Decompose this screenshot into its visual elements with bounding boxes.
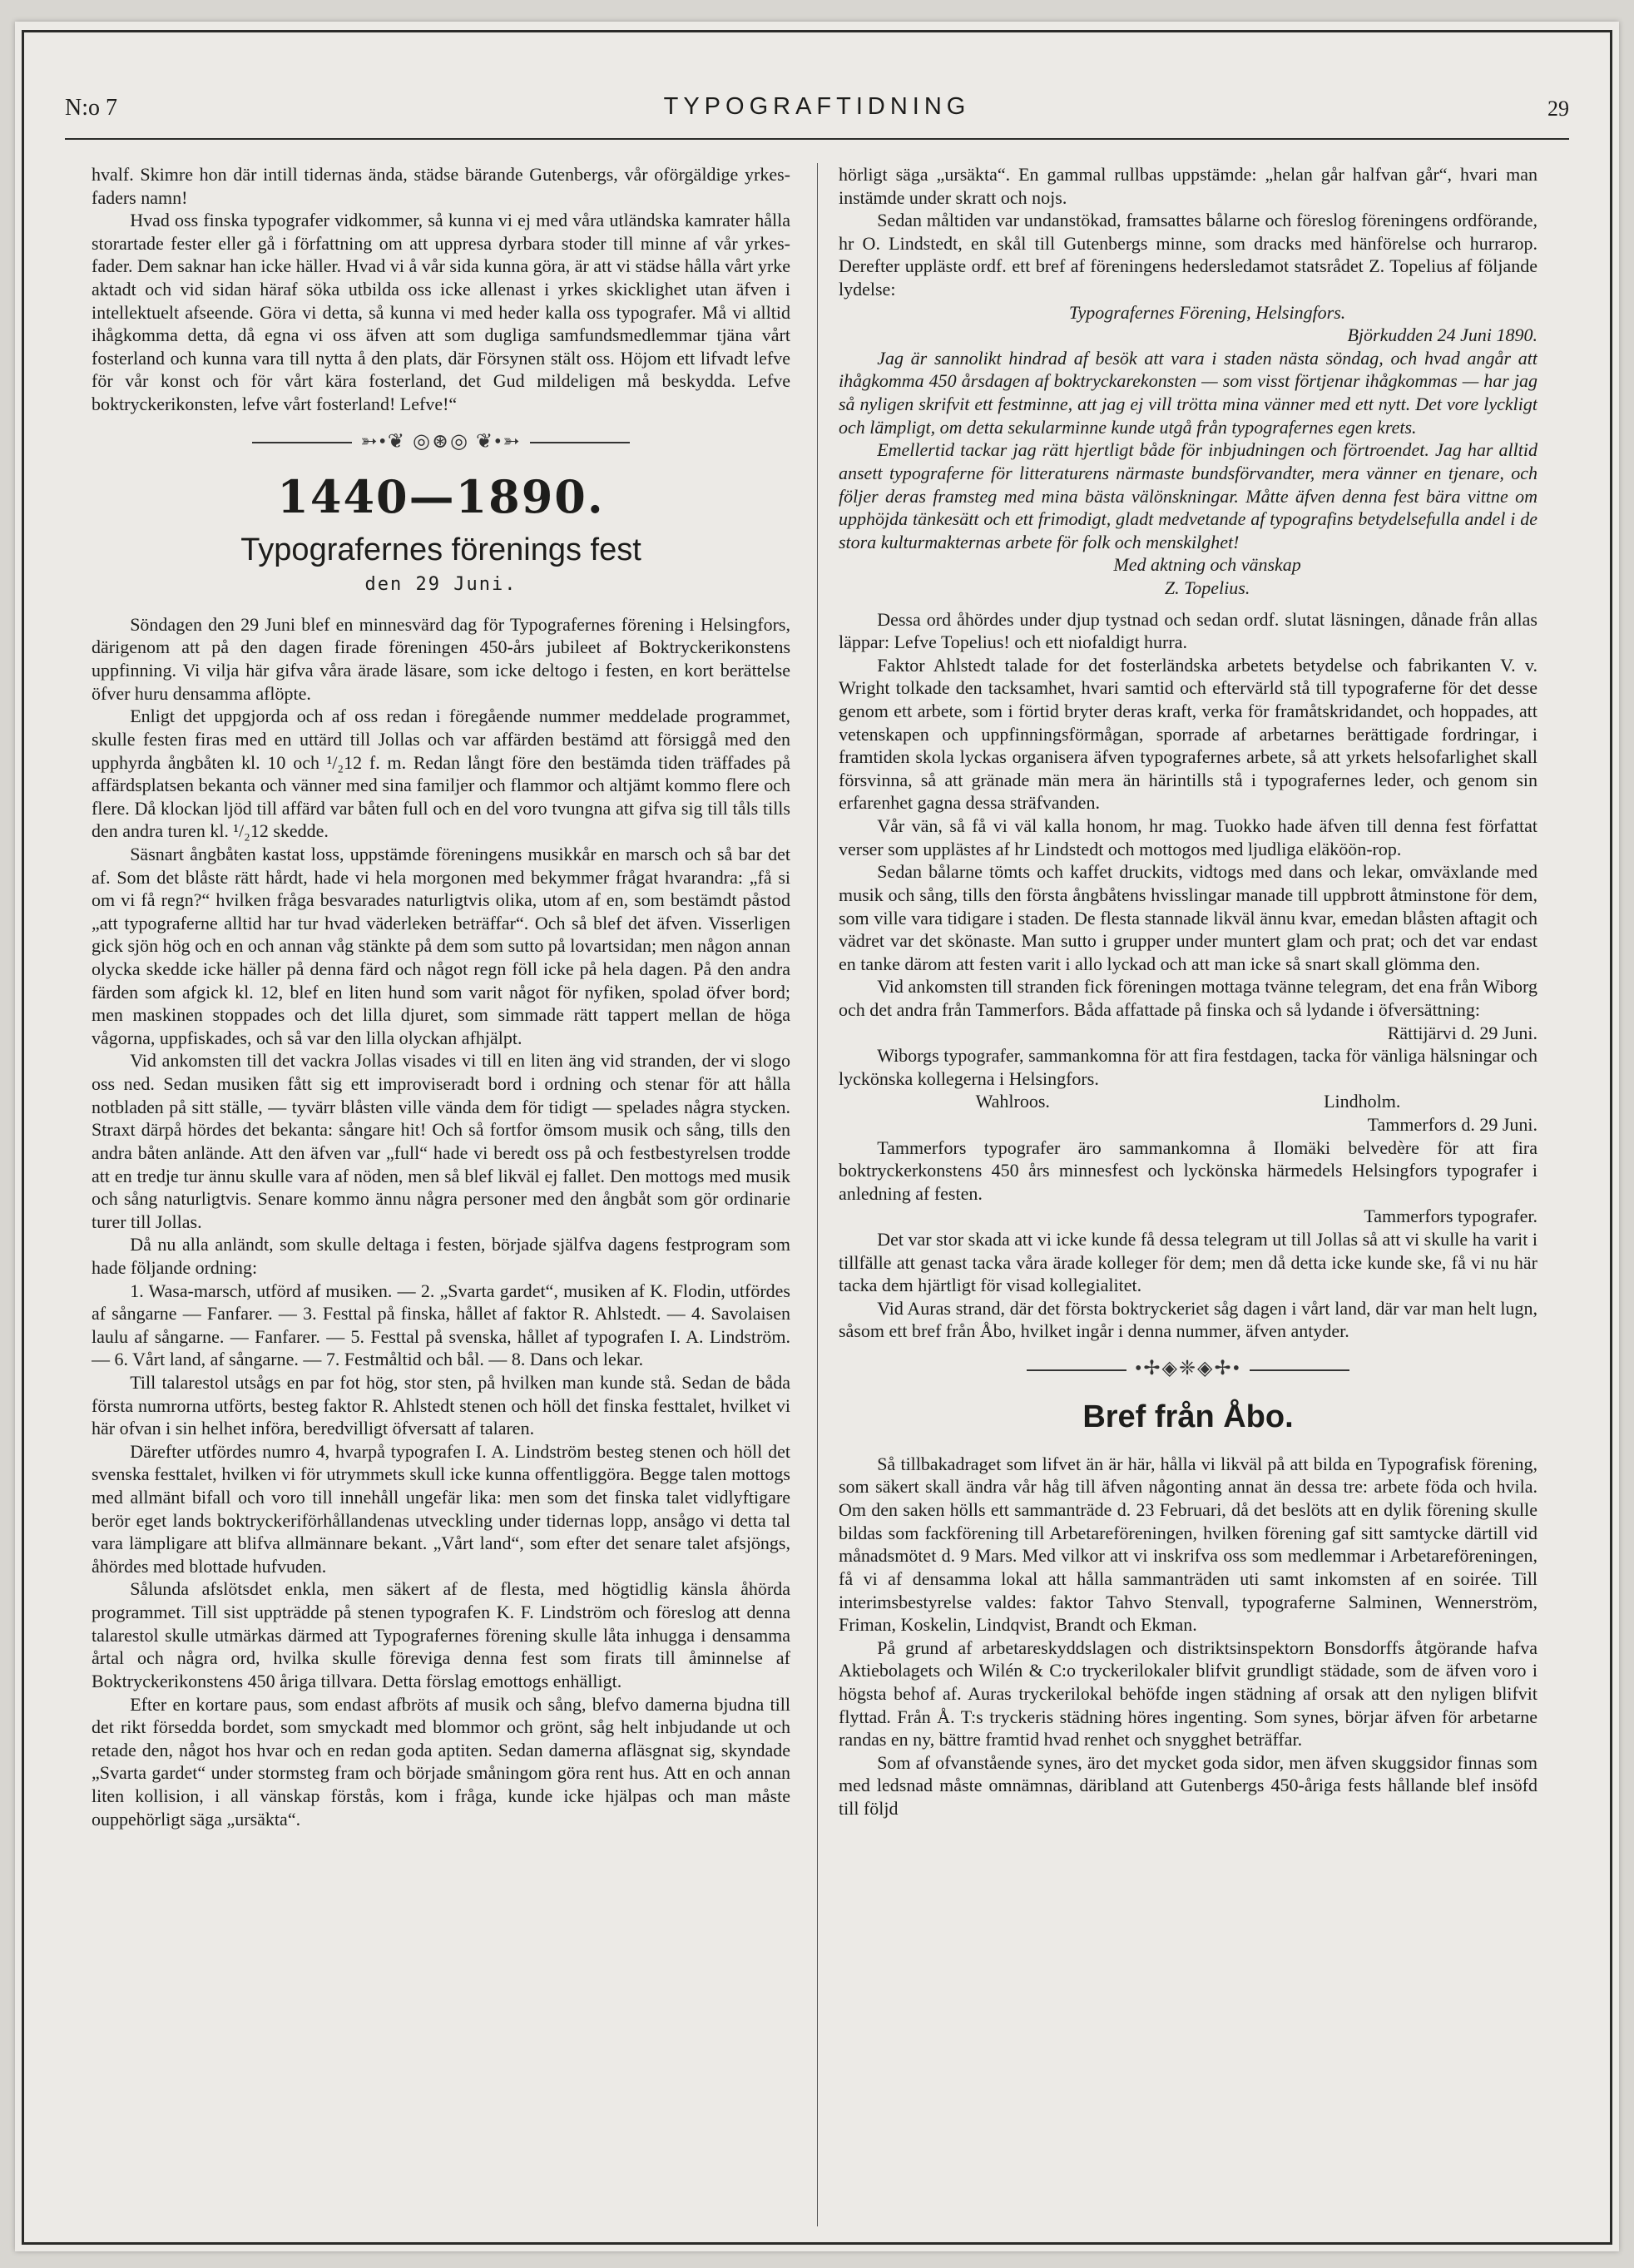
issue-number: N:o 7 [65, 95, 117, 121]
left-column [92, 163, 790, 2235]
paragraph: Det var stor skada att vi icke kunde få dessa telegram ut till Jollas så att vi skulle ha varit i tillfälle att genast tacka våra ärade kolleger för dem; men då detta icke kunde ske, få vi nu här tacka dem hjärtligt för visad kollegialitet. [839, 1229, 1537, 1296]
programme-list: 1. Wasa-marsch, utförd af musiken. — 2. „Svarta gardet“, musiken af K. Flodin, utfördes af sångarne — Fanfarer. — 3. Festtal på finska, hållet af faktor R. Ahlstedt. — 4. Savolaisen laulu af sångarne. — Fanfarer. — 5. Festtal på svenska, hållet af typografen I. A. Lindström. — 6. Vårt land, af sångarne. — 7. Festmåltid och bål. — 8. Dans och lekar. [92, 1280, 790, 1370]
right-column [839, 163, 1537, 2235]
paragraph: hörligt säga „ursäkta“. En gammal rullbas uppstämde: „helan går halfvan går“, hvari man instämde under skratt och nojs. [839, 164, 1537, 208]
paragraph: Vår vän, så få vi väl kalla honom, hr mag. Tuokko hade äfven till denna fest författat verser som upplästes af hr Lindstedt och mottogos med ljudliga eläköön-rop. [839, 815, 1537, 859]
paragraph: Som af ofvanstående synes, äro det mycket goda sidor, men äfven skuggsidor finnas som med ledsnad måste omnämnas, däribland att Gutenbergs 450-åriga fests hållande blef insöfd till följd [839, 1751, 1537, 1820]
paragraph: Till talarestol utsågs en par fot hög, stor sten, på hvilken man kunde stå. Sedan de båda första numrorna utförts, besteg faktor R. Ahlstedt stenen och höll det finska festtalet, hvilket vi här ofvan i sin helhet införa, beredvilligt öfversatt af talaren. [92, 1371, 790, 1439]
telegram-signature: Wahlroos. [975, 1091, 1050, 1112]
paragraph: Faktor Ahlstedt talade for det fosterländska arbetets betydelse och fabrikanten V. v. Wright tolkade den tacksamhet, hvari samtid och eftervärld stå till typograferne för det desse genom ett arbete, som i förtid bryter deras kraft, verka för framåtskridandet, och hoppades, att vetenskapen och uppfinningsförmågan, sporrade af arbetarnes berättigade fordringar, i framtiden skola lyckas organisera äfven typografernes arbete, så att yrkets helsofarlighet skall försvinna, så att gränade män mera än härintills stå i typografernes leder, och genom sin erfarenhet gagna dessa sträfvanden. [839, 654, 1537, 814]
paragraph: På grund af arbetareskyddslagen och distriktsinspektorn Bonsdorffs åtgörande hafva Aktiebolagets och Wilén & C:o tryckerilokaler blifvit grundligt städade, som de äfven voro i högsta behof af. Auras tryckerilokal behöfde ingen städning af orsak att den nyligen blifvit flyttad. Från Å. T:s tryckeris städning höres ingenting. Som synes, börjar äfven för arbetarne randas en ny, bättre framtid hvad renhet och snygghet beträffar. [839, 1637, 1537, 1751]
telegram-text: Tammerfors typografer äro sammankomna å Ilomäki belvedère för att fira boktryckerkonstens 450 års minnesfest och lyckönska härmedels Helsingfors typografer i anledning af festen. [839, 1136, 1537, 1204]
paragraph: Därefter utfördes numro 4, hvarpå typografen I. A. Lindström besteg stenen och höll det svenska festtalet, hvilken vi för utrymmets skull icke kunna offentliggöra. Begge talen mottogs med allmänt bifall och voro till innehåll ungefär lika: men som det finska talet vidlyftigare berör eget lands boktryckeriförhållandenas utveckling under tidernas lopp, ansågo vi detta tal vara lämpligare att blifva allmännare bekant. „Vårt land“, som efter det senare talet afsjöngs, åhördes med blottade hufvuden. [92, 1440, 790, 1577]
column-divider [817, 163, 818, 2226]
paragraph: Hvad oss finska typografer vidkommer, så kunna vi ej med våra utländska kamrater hålla storartade fester eller gå i författning om att uppresa dyrbara stoder till minne af vår yrkes-fader. Dem saknar han icke häller. Hvad vi å vår sida kunna göra, är att vi städse hålla vårt yrke aktadt och vid sidan häraf söka utbilda oss icke allenast i yrkes skicklighet utan äfven i intellektuelt afseende. Göra vi detta, så kunna vi med heder kalla oss typografer. Må vi alltid ihågkomma detta, då egna vi oss äfven att som dugliga samfundsmedlemmar tjäna vårt fosterland och kunna vara till nytta å den plats, där Försynen stält oss. Höjom ett lifvadt lefve för vår konst och för vårt kära fosterland, det Gud mildeligen må beskydda. Lefve boktryckerikonsten, lefve vårt fosterland! Lefve!“ [92, 210, 790, 415]
letter-place-date: Björkudden 24 Juni 1890. [1347, 324, 1537, 346]
topelius-letter [839, 301, 1537, 600]
section-title: Bref från Åbo. [1082, 1399, 1294, 1435]
paragraph: Sedan måltiden var undanstökad, framsattes bålarne och föreslog föreningens ordförande, hr O. Lindstedt, en skål till Gutenbergs minne, som dracks med hänförelse och hurrarop. Derefter upplästе ordf. ett bref af föreningens hedersledamot statsrådet Z. Topelius af följande lydelse: [839, 210, 1537, 300]
ornament-divider: ➳•❦ ◎⊛◎ ❦•➳ [92, 429, 790, 454]
telegram-signatures [839, 1090, 1537, 1113]
page-header [65, 70, 1569, 120]
newspaper-page [15, 22, 1619, 2251]
paragraph: Vid Auras strand, där det första boktryckeriet såg dagen i vårt land, där var man helt lugn, såsom ett bref från Åbo, hvilket ingår i denna nummer, äfven antyder. [839, 1297, 1537, 1342]
paragraph: Då nu alla anländt, som skulle deltaga i festen, började själfva dagens festprogram som hade följande ordning: [92, 1234, 790, 1278]
letter-signature: Z. Topelius. [1164, 577, 1250, 598]
year-heading: 1440—1890. [277, 469, 605, 523]
telegram-signature: Tammerfors typografer. [1364, 1206, 1537, 1227]
telegram-text: Wiborgs typografer, sammankomna för att fira festdagen, tacka för vänliga hälsningar och lyckönska kollegerna i Helsingfors. [839, 1045, 1537, 1089]
letter-addressee: Typografernes Förening, Helsingfors. [1068, 301, 1346, 323]
paragraph: Efter en kortare paus, som endast afbröts af musik och sång, blefvo damerna bjudna till det rikt försedda bordet, som smyckadt med blommor och grönt, såg helt inbjudande ut och retade den, något hos hvar och en redan goda aptiten. Sedan damerna afläsgnat sig, skyndade „Svarta gardet“ under stormsteg fram och började småningom göra rent hus. Att en och annan liten kollision, i all vänskap förstås, kom i fråga, kunde icke hjälpas och man måste ouppehörligt säga „ursäkta“. [92, 1693, 790, 1830]
paragraph: hvalf. Skimre hon där intill tidernas ända, städse bärande Gutenbergs, vår oförgäldige yrkes-faders namn! [92, 164, 790, 208]
telegram-place-date: Rättijärvi d. 29 Juni. [1387, 1022, 1537, 1043]
telegram-place-date: Tammerfors d. 29 Juni. [1367, 1113, 1537, 1135]
paragraph: Söndagen den 29 Juni blef en minnesvärd dag för Typografernes förening i Helsingfors, därigenom att på den dagen firade föreningen 450-års jubileet af Boktryckerikonstens uppfinning. Vi vilja här gifva våra ärade läsare, som icke deltogo i festen, en kort berättelse öfver huru densamma aflöpte. [92, 613, 790, 704]
telegram-signature: Lindholm. [1324, 1091, 1401, 1112]
paragraph: Vid ankomsten till det vackra Jollas visades vi till en liten äng vid stranden, der vi slogo oss ned. Sedan musiken fått sig ett improviseradt bord i ordning och stenar för att hålla notbladen på sitt ställe, — tyvärr blåsten ville vända dem för tidigt — spelades några stycken. Straxt därpå hördes det bekanta: sångare hit! Och så fortfor ömsom musik och sång, tills den andra båten anlände. Att den äfven var „full“ hade vi beredt oss på och festbestyrelsen trodde att en tredje tur ännu skulle vara af nöden, men så blef likväl ej fallet. Den mottogs med musik och sång naturligtvis. Senare kommo ännu några personer med den ångbåt som gör ordinarie turer till Jollas. [92, 1050, 790, 1232]
paragraph: Sedan bålarne tömts och kaffet druckits, vidtogs med dans och lekar, omväxlande med musik och sång, tills den första ångbåtens hvisslingar manade till uppbrott åtminstone för dem, som ville vara tidigare i staden. De flesta stannade likväl ännu kvar, emedan blåsten aftagit och vädret var det skönaste. Man sutto i grupper under muntert glam och prat; och det var endast en tanke därom att festen varit i allo lyckad och att man icke så snart skall glömma den. [839, 861, 1537, 974]
paragraph: Vid ankomsten till stranden fick föreningen mottaga tvänne telegram, det ena från Wiborg och det andra från Tammerfors. Båda affattade på finska och så lydande i öfversättning: [839, 976, 1537, 1020]
publication-title: TYPOGRAFTIDNING [663, 93, 971, 120]
ornament-divider: •✢◈❈◈✢• [839, 1356, 1537, 1381]
paragraph: Enligt det uppgjorda och af oss redan i föregående nummer meddelade programmet, skulle festen firas med en uttärd till Jollas och var affärden bestämd att försiggå med den upphyrda ångbåten kl. 10 och ¹/₂12 f. m. Redan långt före den bestämda tiden träffades på affärdsplatsen bekanta och vänner med sina familjer och flammor och altjämt kommo flere och flere. Då klockan ljöd till affärd var båten full och en del voro tvungna att gifva sig till tåls tills den andra turen kl. ¹/₂12 skedde. [92, 706, 790, 842]
paragraph: Så tillbakadraget som lifvet än är här, hålla vi likväl på att bilda en Typografisk förening, som säkert skall ändra vår håg till äfven någonting annat än dessa tre: arbete föda och hvila. Om den saken hölls ett sammanträde d. 23 Februari, då det beslöts att en dylik förening skulle bildas som fackförening till Arbetareföreningen, hvilken förening gaf sitt samtycke därtill vid månadsmötet d. 9 Mars. Med vilkor att vi inskrifva oss som medlemmar i Arbetareföreningen, få vi af densamma lokal att hålla sammanträden uti samt inkomsten af en soirée. Till interimsbestyrelse valdes: faktor Tahvo Stenvall, typograferne Salminen, Wennerström, Friman, Koskelin, Lindqvist, Brandt och Ekman. [839, 1453, 1537, 1636]
paragraph: Sålunda afslötsdet enkla, men säkert af de flesta, med högtidlig känsla åhörda programmet. Till sist uppträdde på stenen typografen K. F. Lindström och föreslog att denna talarestol skulle utmärkas därmed att Typografernes förening skulle låta inhugga i densamma årtal och några ord, hvilka skulle föreviga denna fest som firats till åminnelse af Boktryckerikonstens 450 åriga tillvara. Detta förslag emottogs enhälligt. [92, 1578, 790, 1691]
paragraph: Dessa ord åhördes under djup tystnad och sedan ordf. slutat läsningen, dånade från allas läppar: Lefve Topelius! och ett niofaldigt hurra. [839, 608, 1537, 653]
section-subtitle: den 29 Juni. [364, 574, 517, 596]
paragraph: Säsnart ångbåten kastat loss, uppstämde föreningens musikkår en marsch och så bar det af. Som det blåste rätt hårdt, hade vi hela morgonen med bekymmer frågat hvarandra: „få si om vi få regn?“ hvilken fråga besvarades naturligtvis olika, utom af en, som bestämdt påstod „att typograferne alltid har tur hvad väderleken beträffar“. Och så blef det äfven. Visserligen gick sjön hög och en och annan våg stänkte på dem som sutto på lovartsidan; men någon annan olycka skedde icke häller på denna färd och något regn föll icke på hela dagen. På den andra färden som afgick kl. 12, blef en liten hund som varit något för nyfiken, spolad öfver bord; men maskinen stoppades och det lilla djuret, som simmade rätt tappert mellan de höga vågorna, uppfiskades, och så var den lilla olyckan afhjälpt. [92, 843, 790, 1048]
letter-closing: Med aktning och vänskap [1113, 554, 1301, 576]
letter-paragraph: Jag är sannolikt hindrad af besök att vara i staden nästa söndag, och hvad angår att ihågkomma 450 årsdagen af boktryckarekonsten — som visst förtjenar ihågkommas — har jag så nyligen skrifvit ett festminne, att jag ej vill trötta mina vänner med ett nytt. Det vore lyckligt och lämpligt, om detta sekularminne kunde utgå från typografernes egen krets. [839, 347, 1537, 438]
page-number: 29 [1547, 97, 1569, 121]
section-title: Typografernes förenings fest [240, 532, 641, 567]
letter-paragraph: Emellertid tackar jag rätt hjertligt både för inbjudningen och förtroendet. Jag har alltid ansett typograferne för litteraturens närmaste bundsförvandter, mera vänner en tjenare, och följer deras framsteg med mina bästa välönskningar. Måtte äfven denna fest bära vittne om upphöjda tänkesätt och ett frimodigt, gladt medvetande af typografins betydelsefulla andel i de stora kulturmakternas arbete för folk och menskilghet! [839, 439, 1537, 552]
header-rule [65, 138, 1569, 140]
